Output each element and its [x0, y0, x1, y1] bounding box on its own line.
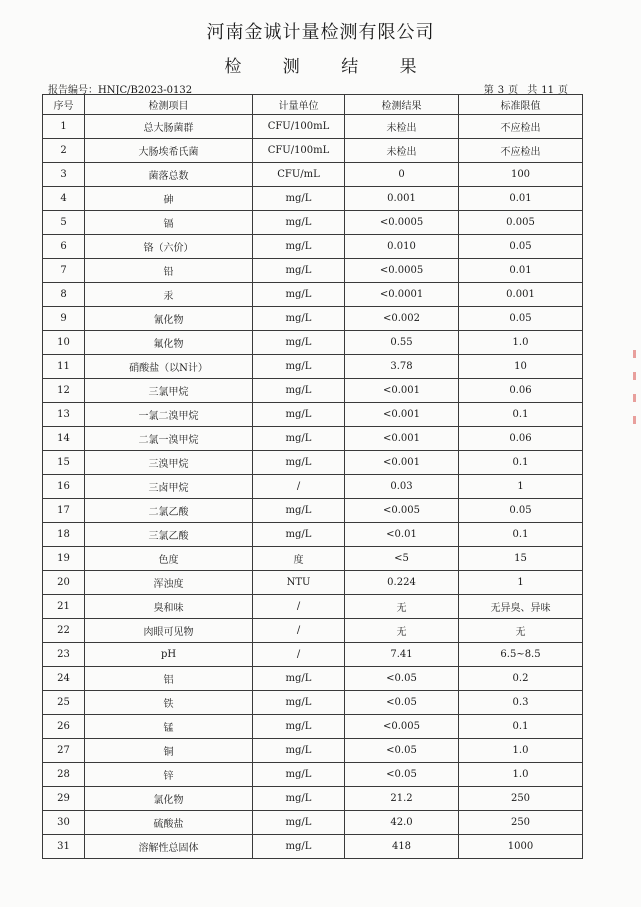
- cell-result: 未检出: [345, 139, 459, 163]
- cell-limit: 0.1: [459, 403, 583, 427]
- cell-unit: mg/L: [253, 235, 345, 259]
- table-row: [43, 715, 583, 739]
- cell-item: 砷: [85, 187, 253, 211]
- cell-item: 臭和味: [85, 595, 253, 619]
- cell-unit: /: [253, 619, 345, 643]
- cell-index: 21: [43, 595, 85, 619]
- cell-index: 3: [43, 163, 85, 187]
- cell-index: 16: [43, 475, 85, 499]
- cell-result: 42.0: [345, 811, 459, 835]
- cell-unit: /: [253, 595, 345, 619]
- cell-limit: 0.01: [459, 259, 583, 283]
- cell-unit: mg/L: [253, 667, 345, 691]
- cell-limit: 250: [459, 787, 583, 811]
- cell-result: 0.55: [345, 331, 459, 355]
- cell-limit: 0.3: [459, 691, 583, 715]
- table-row: [43, 211, 583, 235]
- cell-item: 氰化物: [85, 307, 253, 331]
- cell-limit: 0.05: [459, 499, 583, 523]
- cell-limit: 0.05: [459, 307, 583, 331]
- table-row: [43, 403, 583, 427]
- cell-item: 铜: [85, 739, 253, 763]
- table-row: [43, 187, 583, 211]
- cell-index: 13: [43, 403, 85, 427]
- table-row: [43, 523, 583, 547]
- column-header-unit: 计量单位: [253, 95, 345, 115]
- cell-limit: 1: [459, 571, 583, 595]
- cell-item: pH: [85, 643, 253, 667]
- cell-item: 铁: [85, 691, 253, 715]
- page-total-unit: 页: [558, 85, 568, 96]
- cell-result: <0.05: [345, 739, 459, 763]
- cell-unit: mg/L: [253, 187, 345, 211]
- cell-index: 30: [43, 811, 85, 835]
- cell-result: 无: [345, 619, 459, 643]
- page-total: 11: [541, 85, 554, 96]
- cell-unit: mg/L: [253, 403, 345, 427]
- cell-unit: mg/L: [253, 787, 345, 811]
- cell-index: 10: [43, 331, 85, 355]
- cell-unit: mg/L: [253, 811, 345, 835]
- cell-result: <0.005: [345, 499, 459, 523]
- cell-unit: mg/L: [253, 835, 345, 859]
- cell-item: 铝: [85, 667, 253, 691]
- cell-limit: 1.0: [459, 331, 583, 355]
- cell-item: 二氯一溴甲烷: [85, 427, 253, 451]
- cell-result: 418: [345, 835, 459, 859]
- cell-index: 9: [43, 307, 85, 331]
- cell-limit: 无: [459, 619, 583, 643]
- table-row: [43, 667, 583, 691]
- cell-index: 11: [43, 355, 85, 379]
- company-name: 河南金诚计量检测有限公司: [206, 22, 435, 43]
- cell-item: 氟化物: [85, 331, 253, 355]
- cell-index: 14: [43, 427, 85, 451]
- table-row: [43, 307, 583, 331]
- table-row: [43, 811, 583, 835]
- cell-unit: /: [253, 643, 345, 667]
- cell-item: 三溴甲烷: [85, 451, 253, 475]
- cell-item: 铅: [85, 259, 253, 283]
- cell-result: <0.005: [345, 715, 459, 739]
- cell-index: 26: [43, 715, 85, 739]
- cell-limit: 0.05: [459, 235, 583, 259]
- cell-result: 7.41: [345, 643, 459, 667]
- cell-unit: CFU/mL: [253, 163, 345, 187]
- cell-limit: 0.06: [459, 379, 583, 403]
- cell-item: 硫酸盐: [85, 811, 253, 835]
- cell-result: <0.0005: [345, 259, 459, 283]
- cell-index: 17: [43, 499, 85, 523]
- table-row: [43, 787, 583, 811]
- table-row: [43, 139, 583, 163]
- cell-unit: mg/L: [253, 283, 345, 307]
- cell-index: 20: [43, 571, 85, 595]
- cell-result: 0.001: [345, 187, 459, 211]
- cell-item: 菌落总数: [85, 163, 253, 187]
- cell-result: <5: [345, 547, 459, 571]
- column-header-item: 检测项目: [85, 95, 253, 115]
- cell-unit: CFU/100mL: [253, 115, 345, 139]
- table-row: [43, 763, 583, 787]
- cell-limit: 不应检出: [459, 115, 583, 139]
- cell-result: 无: [345, 595, 459, 619]
- cell-item: 三氯甲烷: [85, 379, 253, 403]
- cell-index: 7: [43, 259, 85, 283]
- cell-result: <0.05: [345, 763, 459, 787]
- cell-index: 1: [43, 115, 85, 139]
- cell-item: 大肠埃希氏菌: [85, 139, 253, 163]
- cell-result: 0.224: [345, 571, 459, 595]
- cell-index: 19: [43, 547, 85, 571]
- cell-limit: 1000: [459, 835, 583, 859]
- table-row: [43, 595, 583, 619]
- cell-index: 27: [43, 739, 85, 763]
- cell-item: 总大肠菌群: [85, 115, 253, 139]
- cell-index: 4: [43, 187, 85, 211]
- table-row: [43, 115, 583, 139]
- table-row: [43, 379, 583, 403]
- cell-result: <0.05: [345, 691, 459, 715]
- cell-item: 色度: [85, 547, 253, 571]
- cell-limit: 1.0: [459, 739, 583, 763]
- table-row: [43, 235, 583, 259]
- cell-item: 溶解性总固体: [85, 835, 253, 859]
- cell-unit: mg/L: [253, 307, 345, 331]
- cell-index: 8: [43, 283, 85, 307]
- cell-unit: CFU/100mL: [253, 139, 345, 163]
- cell-limit: 0.01: [459, 187, 583, 211]
- cell-unit: mg/L: [253, 355, 345, 379]
- column-header-result: 检测结果: [345, 95, 459, 115]
- cell-result: <0.05: [345, 667, 459, 691]
- cell-limit: 无异臭、异味: [459, 595, 583, 619]
- cell-limit: 0.1: [459, 715, 583, 739]
- cell-result: <0.001: [345, 379, 459, 403]
- cell-item: 锌: [85, 763, 253, 787]
- cell-unit: mg/L: [253, 331, 345, 355]
- cell-index: 6: [43, 235, 85, 259]
- cell-result: 3.78: [345, 355, 459, 379]
- cell-item: 硝酸盐（以N计）: [85, 355, 253, 379]
- page-current: 3: [497, 85, 505, 96]
- cell-limit: 0.06: [459, 427, 583, 451]
- cell-unit: mg/L: [253, 379, 345, 403]
- report-number-value: HNJC/B2023-0132: [98, 85, 193, 96]
- cell-result: <0.0001: [345, 283, 459, 307]
- cell-result: 未检出: [345, 115, 459, 139]
- table-row: [43, 547, 583, 571]
- results-table: [42, 94, 583, 859]
- cell-unit: mg/L: [253, 523, 345, 547]
- cell-result: 21.2: [345, 787, 459, 811]
- cell-result: <0.001: [345, 451, 459, 475]
- cell-index: 15: [43, 451, 85, 475]
- cell-index: 23: [43, 643, 85, 667]
- cell-index: 22: [43, 619, 85, 643]
- table-header-row: [43, 95, 583, 115]
- cell-item: 三氯乙酸: [85, 523, 253, 547]
- cell-index: 25: [43, 691, 85, 715]
- cell-index: 28: [43, 763, 85, 787]
- cell-unit: mg/L: [253, 451, 345, 475]
- cell-limit: 0.1: [459, 523, 583, 547]
- report-meta: [48, 81, 570, 96]
- page-unit: 页: [508, 85, 519, 96]
- table-row: [43, 451, 583, 475]
- page-prefix: 第: [483, 85, 494, 96]
- cell-limit: 1.0: [459, 763, 583, 787]
- cell-limit: 100: [459, 163, 583, 187]
- report-title: 检 测 结 果: [224, 57, 435, 77]
- cell-item: 浑浊度: [85, 571, 253, 595]
- cell-limit: 0.1: [459, 451, 583, 475]
- cell-unit: mg/L: [253, 691, 345, 715]
- table-row: [43, 643, 583, 667]
- cell-unit: /: [253, 475, 345, 499]
- cell-limit: 250: [459, 811, 583, 835]
- column-header-limit: 标准限值: [459, 95, 583, 115]
- cell-unit: NTU: [253, 571, 345, 595]
- table-row: [43, 259, 583, 283]
- cell-item: 二氯乙酸: [85, 499, 253, 523]
- table-row: [43, 691, 583, 715]
- report-number-label: 报告编号：: [48, 85, 98, 96]
- cell-unit: mg/L: [253, 427, 345, 451]
- column-header-index: 序号: [43, 95, 85, 115]
- table-row: [43, 739, 583, 763]
- cell-unit: mg/L: [253, 763, 345, 787]
- cell-unit: 度: [253, 547, 345, 571]
- cell-unit: mg/L: [253, 259, 345, 283]
- cell-limit: 1: [459, 475, 583, 499]
- cell-result: <0.0005: [345, 211, 459, 235]
- cell-limit: 10: [459, 355, 583, 379]
- cell-item: 汞: [85, 283, 253, 307]
- cell-result: <0.002: [345, 307, 459, 331]
- cell-item: 铬（六价）: [85, 235, 253, 259]
- cell-index: 29: [43, 787, 85, 811]
- table-row: [43, 355, 583, 379]
- cell-unit: mg/L: [253, 499, 345, 523]
- table-row: [43, 283, 583, 307]
- edge-stamp-mark: [633, 350, 637, 460]
- table-row: [43, 835, 583, 859]
- cell-limit: 15: [459, 547, 583, 571]
- table-row: [43, 331, 583, 355]
- cell-limit: 6.5~8.5: [459, 643, 583, 667]
- cell-index: 5: [43, 211, 85, 235]
- cell-result: 0.03: [345, 475, 459, 499]
- cell-result: <0.01: [345, 523, 459, 547]
- cell-item: 锰: [85, 715, 253, 739]
- table-row: [43, 427, 583, 451]
- page-total-prefix: 共: [527, 85, 538, 96]
- cell-limit: 不应检出: [459, 139, 583, 163]
- cell-item: 一氯二溴甲烷: [85, 403, 253, 427]
- cell-unit: mg/L: [253, 715, 345, 739]
- cell-item: 氯化物: [85, 787, 253, 811]
- cell-unit: mg/L: [253, 739, 345, 763]
- cell-result: 0.010: [345, 235, 459, 259]
- cell-result: <0.001: [345, 403, 459, 427]
- cell-item: 肉眼可见物: [85, 619, 253, 643]
- cell-limit: 0.001: [459, 283, 583, 307]
- cell-index: 24: [43, 667, 85, 691]
- cell-item: 镉: [85, 211, 253, 235]
- cell-result: 0: [345, 163, 459, 187]
- table-row: [43, 619, 583, 643]
- results-body: [43, 115, 583, 859]
- cell-index: 31: [43, 835, 85, 859]
- table-row: [43, 499, 583, 523]
- table-row: [43, 475, 583, 499]
- cell-result: <0.001: [345, 427, 459, 451]
- cell-index: 12: [43, 379, 85, 403]
- cell-index: 2: [43, 139, 85, 163]
- cell-index: 18: [43, 523, 85, 547]
- cell-limit: 0.2: [459, 667, 583, 691]
- cell-item: 三卤甲烷: [85, 475, 253, 499]
- table-row: [43, 163, 583, 187]
- table-row: [43, 571, 583, 595]
- cell-limit: 0.005: [459, 211, 583, 235]
- cell-unit: mg/L: [253, 211, 345, 235]
